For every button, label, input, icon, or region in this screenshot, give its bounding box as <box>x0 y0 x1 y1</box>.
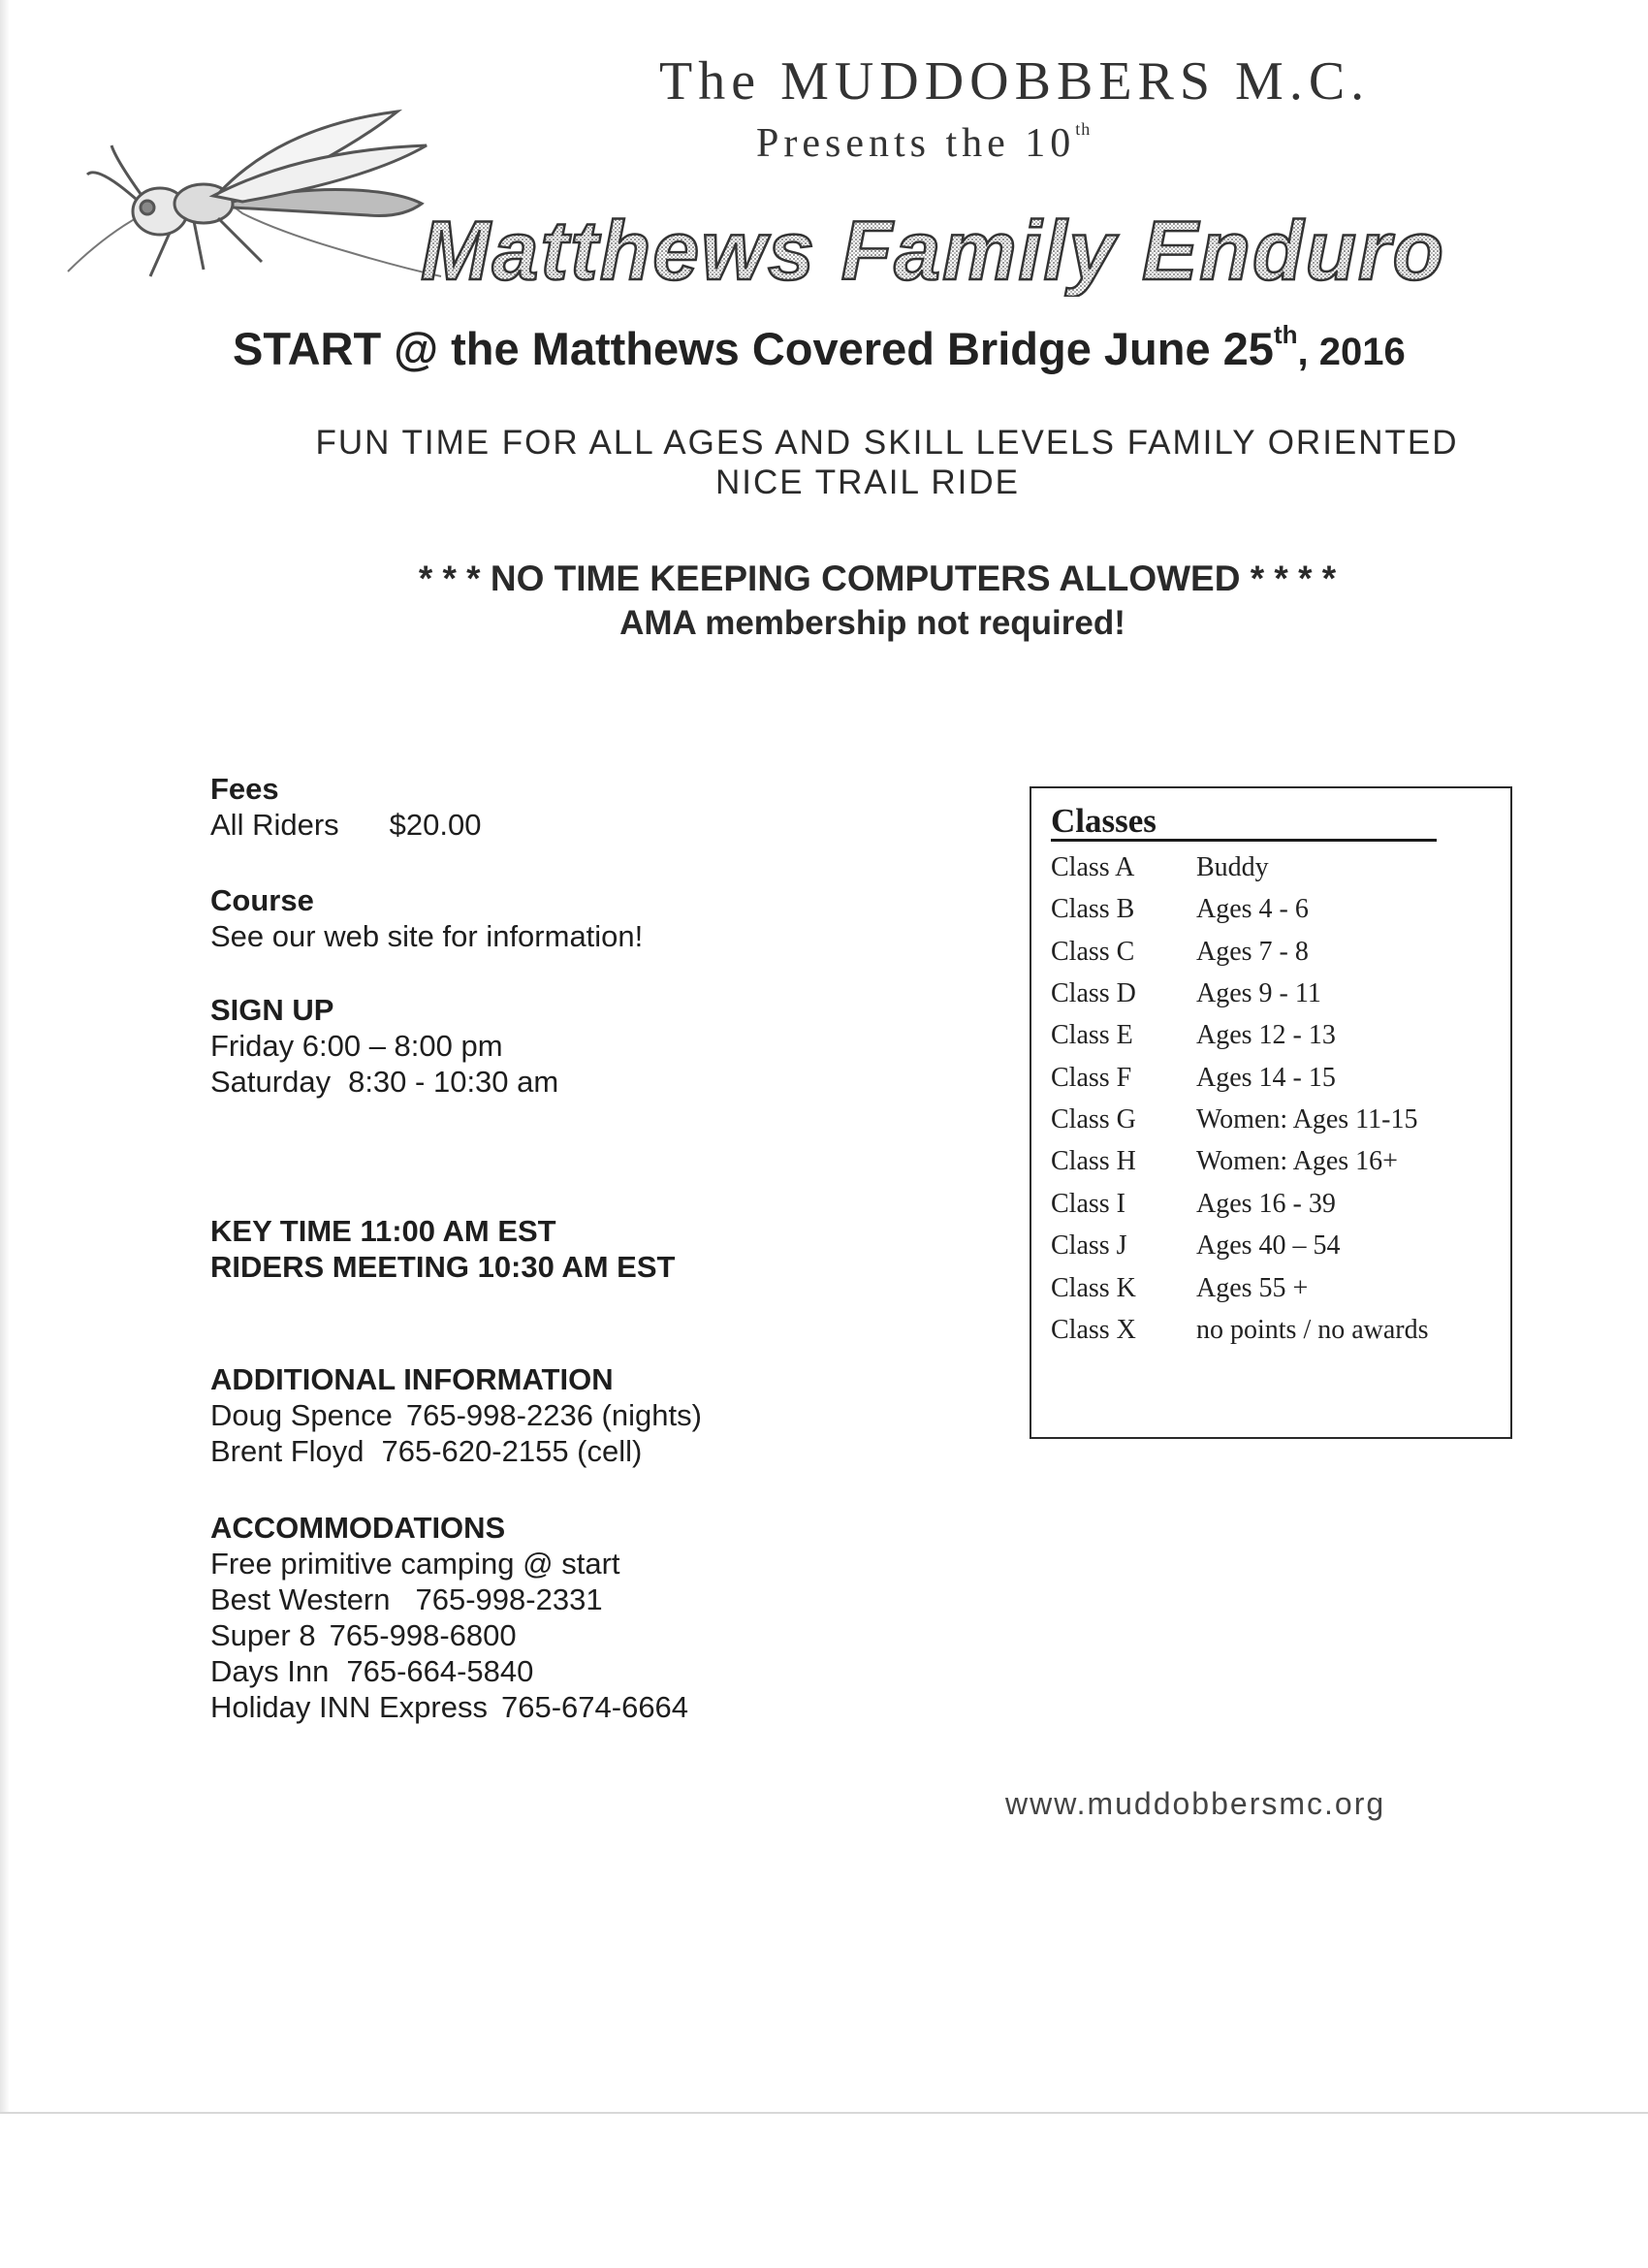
class-row <box>1051 894 1309 925</box>
fees-heading: Fees <box>210 772 279 806</box>
hotel-phone: 765-998-6800 <box>329 1618 517 1652</box>
hotel-name: Super 8 <box>210 1618 316 1652</box>
class-desc: Women: Ages 11-15 <box>1196 1104 1418 1134</box>
additional-info-section <box>210 1361 702 1469</box>
start-year: , 2016 <box>1297 331 1406 373</box>
club-title: The MUDDOBBERS M.C. <box>659 51 1371 112</box>
hotel-phone: 765-664-5840 <box>346 1654 534 1688</box>
hotel-item <box>210 1581 688 1617</box>
class-desc: Women: Ages 16+ <box>1196 1146 1398 1176</box>
ama-notice: AMA membership not required! <box>619 604 1125 642</box>
fees-label: All Riders <box>210 808 339 842</box>
fees-section <box>210 771 481 843</box>
class-row <box>1051 937 1309 968</box>
class-name: Class X <box>1051 1315 1136 1345</box>
hotel-name: Holiday INN Express <box>210 1690 488 1724</box>
times-section <box>210 1213 675 1285</box>
class-desc: Ages 7 - 8 <box>1196 937 1309 967</box>
paper-left-edge <box>0 0 10 2124</box>
class-row <box>1051 1146 1398 1177</box>
presents-suffix: th <box>1075 119 1092 139</box>
contact-phone: 765-998-2236 (nights) <box>405 1398 702 1432</box>
class-row <box>1051 978 1321 1009</box>
start-suffix: th <box>1273 320 1298 349</box>
website-link[interactable]: www.muddobbersmc.org <box>1005 1786 1386 1821</box>
class-row <box>1051 852 1269 883</box>
hotel-phone: 765-674-6664 <box>500 1690 689 1724</box>
signup-saturday-day: Saturday <box>210 1065 332 1099</box>
class-name: Class C <box>1051 937 1135 967</box>
intro-line-1: FUN TIME FOR ALL AGES AND SKILL LEVELS FAMILY ORIENTED <box>315 424 1459 462</box>
contact-item <box>210 1397 702 1433</box>
class-desc: Ages 55 + <box>1196 1273 1309 1303</box>
presents-text: Presents the 10 <box>756 121 1076 166</box>
class-desc: Ages 4 - 6 <box>1196 894 1309 924</box>
event-title-graphic <box>417 200 1532 297</box>
presents-line <box>756 119 1091 167</box>
class-name: Class F <box>1051 1063 1132 1093</box>
class-row <box>1051 1104 1417 1135</box>
class-name: Class B <box>1051 894 1135 924</box>
fees-amount: $20.00 <box>389 808 482 842</box>
class-row <box>1051 1020 1336 1051</box>
class-row <box>1051 1315 1429 1346</box>
classes-heading: Classes <box>1051 804 1437 842</box>
additional-heading: ADDITIONAL INFORMATION <box>210 1362 614 1396</box>
class-row <box>1051 1230 1341 1262</box>
no-computers-notice: * * * NO TIME KEEPING COMPUTERS ALLOWED * * * * <box>418 559 1337 598</box>
riders-meeting: RIDERS MEETING 10:30 AM EST <box>210 1250 676 1284</box>
class-name: Class E <box>1051 1020 1133 1050</box>
hotel-item <box>210 1617 688 1653</box>
event-title: Matthews Family Enduro <box>421 205 1446 297</box>
class-row <box>1051 1189 1336 1220</box>
contact-name: Doug Spence <box>210 1398 393 1432</box>
class-name: Class G <box>1051 1104 1136 1134</box>
key-time: KEY TIME 11:00 AM EST <box>210 1214 556 1248</box>
class-desc: Ages 16 - 39 <box>1196 1189 1336 1219</box>
camping-text: Free primitive camping @ start <box>210 1547 620 1581</box>
signup-heading: SIGN UP <box>210 993 334 1027</box>
class-desc: Ages 40 – 54 <box>1196 1230 1341 1261</box>
start-line <box>233 320 1406 375</box>
signup-friday: Friday 6:00 – 8:00 pm <box>210 1029 503 1063</box>
class-desc: Ages 9 - 11 <box>1196 978 1321 1008</box>
contact-item <box>210 1433 702 1469</box>
scanner-bed-area <box>0 2112 1648 2268</box>
class-name: Class J <box>1051 1230 1127 1261</box>
hotel-item <box>210 1653 688 1689</box>
class-desc: Ages 14 - 15 <box>1196 1063 1336 1093</box>
wasp-icon <box>58 107 446 291</box>
class-desc: Ages 12 - 13 <box>1196 1020 1336 1050</box>
hotel-phone: 765-998-2331 <box>415 1582 603 1616</box>
hotel-name: Days Inn <box>210 1654 330 1688</box>
class-desc: Buddy <box>1196 852 1269 882</box>
accommodations-section <box>210 1510 688 1725</box>
accommodations-heading: ACCOMMODATIONS <box>210 1511 506 1545</box>
class-name: Class H <box>1051 1146 1136 1176</box>
contact-name: Brent Floyd <box>210 1434 364 1468</box>
hotel-item <box>210 1689 688 1725</box>
start-text: START @ the Matthews Covered Bridge June 25 <box>233 323 1274 374</box>
course-text: See our web site for information! <box>210 919 644 953</box>
course-heading: Course <box>210 883 314 917</box>
signup-section <box>210 992 558 1100</box>
intro-line-2: NICE TRAIL RIDE <box>715 463 1020 501</box>
signup-saturday-time: 8:30 - 10:30 am <box>348 1065 559 1099</box>
contact-phone: 765-620-2155 (cell) <box>381 1434 643 1468</box>
class-desc: no points / no awards <box>1196 1315 1429 1345</box>
classes-box <box>1030 786 1512 1439</box>
class-name: Class D <box>1051 978 1136 1008</box>
hotel-name: Best Western <box>210 1582 391 1616</box>
class-row <box>1051 1273 1308 1304</box>
class-row <box>1051 1063 1336 1094</box>
course-section <box>210 882 643 954</box>
class-name: Class I <box>1051 1189 1125 1219</box>
class-name: Class A <box>1051 852 1135 882</box>
class-name: Class K <box>1051 1273 1136 1303</box>
